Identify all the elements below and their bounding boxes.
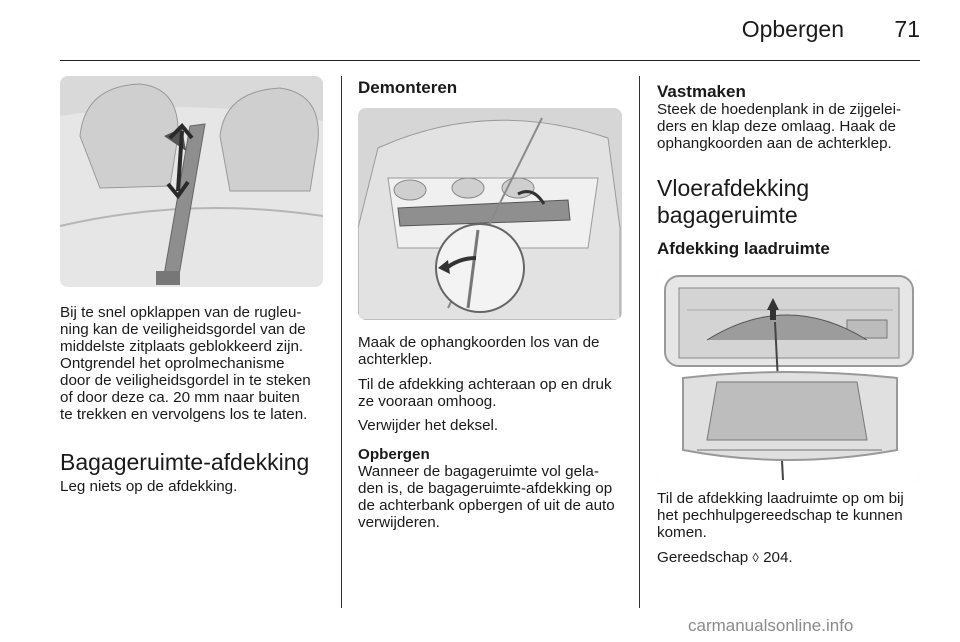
text-line: achterklep. bbox=[358, 351, 433, 368]
section-heading-vloerafdekking bbox=[657, 175, 809, 229]
text-line: door de veiligheidsgordel in te steken bbox=[60, 372, 311, 389]
demonteren-step3: Verwijder het deksel. bbox=[358, 417, 499, 434]
text-line: te trekken en vervolgens los te laten. bbox=[60, 406, 308, 423]
page-number: 71 bbox=[894, 16, 920, 42]
tool-reference bbox=[657, 549, 793, 566]
demonteren-step2 bbox=[358, 376, 633, 410]
text-line: middelste zitplaats geblokkeerd zijn. bbox=[60, 338, 304, 355]
vastmaken-paragraph bbox=[657, 101, 927, 152]
text-line: Steek de hoedenplank in de zijgelei- bbox=[657, 101, 902, 118]
text-line: Maak de ophangkoorden los van de bbox=[358, 334, 600, 351]
text-line: ning kan de veiligheidsgordel van de bbox=[60, 321, 306, 338]
opbergen-paragraph bbox=[358, 463, 634, 531]
section-heading-bagageruimte-afdekking: Bagageruimte-afdekking bbox=[60, 449, 310, 475]
watermark: carmanualsonline.info bbox=[688, 616, 854, 635]
text-line: ders en klap deze omlaag. Haak de bbox=[657, 118, 896, 135]
text-line: den is, de bagageruimte-afdekking op bbox=[358, 480, 613, 497]
text-line: ze vooraan omhoog. bbox=[358, 393, 497, 410]
text-line: de achterbank opbergen of uit de auto bbox=[358, 497, 615, 514]
laadruimte-paragraph bbox=[657, 490, 927, 541]
heading-line: bagageruimte bbox=[657, 202, 798, 228]
tool-reference-page[interactable]: 204. bbox=[763, 549, 793, 566]
text-line: ophangkoorden aan de achterklep. bbox=[657, 135, 892, 152]
seatbelt-illustration bbox=[60, 76, 323, 287]
text-line: het pechhulpgereedschap te kunnen bbox=[657, 507, 903, 524]
text-line: of door deze ca. 20 mm naar buiten bbox=[60, 389, 300, 406]
text-line: Til de afdekking achteraan op en druk bbox=[358, 376, 612, 393]
cover-removal-illustration bbox=[358, 108, 622, 320]
subheading-vastmaken: Vastmaken bbox=[657, 82, 746, 101]
section-intro-text: Leg niets op de afdekking. bbox=[60, 478, 238, 495]
subheading-demonteren: Demonteren bbox=[358, 78, 458, 97]
text-line: Til de afdekking laadruimte op om bij bbox=[657, 490, 904, 507]
load-floor-cover-illustration bbox=[657, 270, 920, 482]
column-divider-2 bbox=[639, 76, 640, 608]
running-header-title: Opbergen bbox=[741, 16, 844, 42]
column-divider-1 bbox=[341, 76, 342, 608]
demonteren-step1 bbox=[358, 334, 628, 368]
subheading-afdekking-laadruimte: Afdekking laadruimte bbox=[657, 239, 830, 258]
text-line: Wanneer de bagageruimte vol gela- bbox=[358, 463, 599, 480]
subheading-opbergen: Opbergen bbox=[358, 446, 430, 463]
tool-reference-label: Gereedschap bbox=[657, 549, 749, 566]
page-ref-arrow-icon: ◊ bbox=[752, 550, 759, 565]
text-line: Bij te snel opklappen van de rugleu- bbox=[60, 304, 302, 321]
text-line: verwijderen. bbox=[358, 514, 440, 531]
seatbelt-paragraph bbox=[60, 304, 330, 423]
header-rule bbox=[60, 60, 920, 61]
text-line: Ontgrendel het oprolmechanisme bbox=[60, 355, 285, 372]
heading-line: Vloerafdekking bbox=[657, 175, 810, 201]
text-line: komen. bbox=[657, 524, 707, 541]
